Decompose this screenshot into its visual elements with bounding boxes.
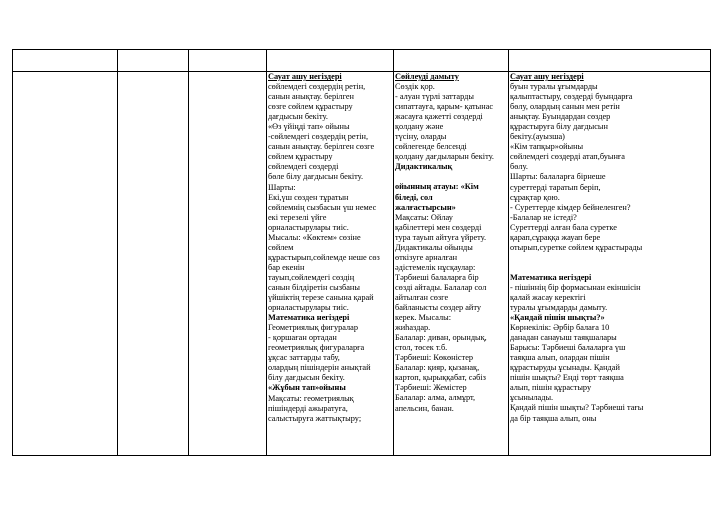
text-line: - Суреттерде кімдер бейнеленген? xyxy=(510,202,631,212)
text-line: ұсынылады. xyxy=(510,393,554,403)
text-line: таяқша алып, олардан пішін xyxy=(510,353,610,363)
text-line: бөлу, олардың санын мен ретін xyxy=(510,102,620,112)
text-line: Барысы: Тәрбиеші балаларға үш xyxy=(510,343,626,353)
text-line: салыстыруға жаттықтыру; xyxy=(268,413,362,423)
text-line: буын туралы ұғымдарды xyxy=(510,82,598,92)
blank-line xyxy=(395,172,507,182)
text-line: ұқсас заттарды табу, xyxy=(268,353,340,363)
text-line: «Өз үйіңді тап» ойыны xyxy=(268,122,350,132)
text-line: сипаттауға, қарым- қатынас xyxy=(395,102,494,112)
text-line: жиһаздар. xyxy=(395,323,431,333)
text-line: қалыптастыру, сөздерді буындарға xyxy=(510,92,633,102)
text-line: пішіндерді ажыратуға, xyxy=(268,403,348,413)
text-line: Тәрбиеші: Көкөністер xyxy=(395,353,474,363)
column-text xyxy=(394,72,508,455)
text-line: үйшіктің терезе санына қарай xyxy=(268,293,374,303)
header-cell-6 xyxy=(509,50,711,72)
text-line: Шарты: балаларға бірнеше xyxy=(510,172,606,182)
blank-line xyxy=(510,253,709,263)
text-line: апельсин, банан. xyxy=(395,403,454,413)
empty-cell-2 xyxy=(118,72,189,456)
blank-line xyxy=(510,263,709,273)
text-line: да бір таяқша алып, оны xyxy=(510,413,597,423)
speech-development-cell xyxy=(394,72,509,456)
text-line: қолдану дағдыларын бекіту. xyxy=(395,152,494,162)
text-line: құрастыруға білу дағдысын xyxy=(510,122,608,132)
text-line: сөйлемдегі сөздерді атап,буынға xyxy=(510,152,625,162)
text-line: бар екенін xyxy=(268,262,305,272)
text-line: - алуан түрлі заттарды xyxy=(395,92,474,102)
text-line: әдістемелік нұсқаулар: xyxy=(395,262,476,272)
header-cell-1 xyxy=(13,50,118,72)
text-line: жасауға қажетті сөздерді xyxy=(395,112,483,122)
text-line: Балалар: алма, алмұрт, xyxy=(395,393,476,403)
syllables-shapes-cell xyxy=(509,72,711,456)
text-line: қарап,сұраққа жауап бере xyxy=(510,232,601,242)
text-line: қолдану және xyxy=(395,122,444,132)
text-line: алып, пішін құрастыру xyxy=(510,383,592,393)
text-line: отырып,суретке сөйлем құрастырады xyxy=(510,242,643,252)
text-line: суреттерді таратып беріп, xyxy=(510,182,601,192)
text-line: геометриялық фигураларға xyxy=(268,343,365,353)
text-line: Сауат ашу негіздері xyxy=(268,72,342,81)
text-line: бөле білу дағдысын бекіту. xyxy=(268,172,364,182)
text-line: картоп, қырыққабат, сәбіз xyxy=(395,373,486,383)
text-line: -Балалар не істеді? xyxy=(510,212,577,222)
text-line: санын анықтау. берілген xyxy=(268,92,354,102)
text-line: түсіну, оларды xyxy=(395,132,447,142)
text-line: Суреттерді алған бала суретке xyxy=(510,222,617,232)
text-line: сөйлегенде белсенді xyxy=(395,142,467,152)
text-line: олардың пішіндерін анықтай xyxy=(268,363,371,373)
header-cell-4 xyxy=(267,50,394,72)
text-line: білу дағдысын бекіту. xyxy=(268,373,345,383)
text-line: Екі,үш сөзден тұратын xyxy=(268,192,349,202)
column-text xyxy=(509,72,710,455)
text-line: санын білдіретін сызбаны xyxy=(268,282,360,292)
text-line: «Қандай пішін шықты?» xyxy=(510,313,605,323)
text-line: екі терезелі үйге xyxy=(268,212,327,222)
text-line: Дидактикалық xyxy=(395,162,453,172)
text-line: санын анықтау. берілген сөзге xyxy=(268,142,375,152)
text-line: «Жұбын тап»ойыны xyxy=(268,383,346,393)
text-line: Тәрбиеші балаларға бір xyxy=(395,272,479,282)
text-line: Геометриялық фигуралар xyxy=(268,323,358,333)
text-line: сұрақтар қою. xyxy=(510,192,560,202)
text-line: стол, төсек т.б. xyxy=(395,343,448,353)
header-cell-3 xyxy=(189,50,267,72)
text-line: айтылған сөзге xyxy=(395,292,449,302)
text-line: тауып,сөйлемдегі сөздің xyxy=(268,272,355,282)
plan-table xyxy=(12,49,711,456)
content-row xyxy=(13,72,711,456)
text-line: сөйлемдегі сөздерді xyxy=(268,162,339,172)
text-line: сөзге сөйлем құрастыру xyxy=(268,102,353,112)
text-line: -сөйлемдегі сөздердің ретін, xyxy=(268,132,369,142)
text-line: Математика негіздері xyxy=(510,272,592,282)
text-line: Мысалы: «Көктем» сөзіне xyxy=(268,232,361,242)
text-line: Тәрбиеші: Жемістер xyxy=(395,383,467,393)
text-line: қабілеттері мен сөздерді xyxy=(395,222,482,232)
text-line: Мақсаты: Ойлау xyxy=(395,212,453,222)
text-line: Балалар: диван, орындық, xyxy=(395,333,487,343)
text-line: орналастырулары тиіс. xyxy=(268,303,349,313)
text-line: орналастырулары тиіс. xyxy=(268,222,349,232)
text-line: сөйлемнің сызбасын үш немес xyxy=(268,202,377,212)
text-line: біледі, сол xyxy=(395,192,433,202)
text-line: пішін шықты? Енді төрт таяқша xyxy=(510,373,624,383)
text-line: қалай жасау керектігі xyxy=(510,292,586,302)
text-line: анықтау. Буындардан сөздер xyxy=(510,112,611,122)
text-line: Дидактикалы ойынды xyxy=(395,242,473,252)
text-line: сөйлем құрастыру xyxy=(268,152,333,162)
header-row xyxy=(13,50,711,72)
text-line: өткізуге арналған xyxy=(395,252,458,262)
text-line: Сөйлеуді дамыту xyxy=(395,72,459,81)
empty-cell-1 xyxy=(13,72,118,456)
text-line: Көрнекілік: Әрбір балаға 10 xyxy=(510,323,610,333)
text-line: құрастырып,сөйлемде неше сөз xyxy=(268,252,380,262)
empty-cell-3 xyxy=(189,72,267,456)
text-line: бөлу. xyxy=(510,162,528,172)
text-line: Балалар: қияр, қызанақ, xyxy=(395,363,480,373)
text-line: сөйлем xyxy=(268,242,294,252)
text-line: туралы ұғымдарды дамыту. xyxy=(510,302,608,312)
text-line: - қоршаған ортадан xyxy=(268,333,337,343)
literacy-math-cell xyxy=(267,72,394,456)
text-line: құрастыруды ұсынады. Қандай xyxy=(510,363,620,373)
text-line: - пішіннің бір формасынан екіншісін xyxy=(510,282,641,292)
text-line: сөзді айтады. Балалар сол xyxy=(395,282,487,292)
text-line: байланысты сөздер айту xyxy=(395,303,482,313)
text-line: Математика негіздері xyxy=(268,313,350,323)
text-line: Қандай пішін шықты? Тәрбиеші тағы xyxy=(510,403,644,413)
text-line: Сауат ашу негіздері xyxy=(510,72,584,81)
text-line: сөйлемдегі сөздердің ретін, xyxy=(268,82,366,92)
text-line: ойынның атауы: «Кім xyxy=(395,182,479,192)
text-line: данадан санауыш таяқшалары xyxy=(510,333,617,343)
text-line: Шарты: xyxy=(268,182,296,192)
header-cell-2 xyxy=(118,50,189,72)
column-text xyxy=(267,72,393,455)
text-line: жалғастырсын» xyxy=(395,202,456,212)
text-line: «Кім тапқыр»ойыны xyxy=(510,142,584,152)
text-line: Мақсаты: геометриялық xyxy=(268,393,354,403)
text-line: керек. Мысалы: xyxy=(395,313,452,323)
header-cell-5 xyxy=(394,50,509,72)
text-line: бекіту.(ауызша) xyxy=(510,132,565,142)
text-line: дағдысын бекіту. xyxy=(268,112,328,122)
text-line: Сөздік қор. xyxy=(395,82,435,92)
text-line: тура тауып айтуға үйрету. xyxy=(395,232,487,242)
